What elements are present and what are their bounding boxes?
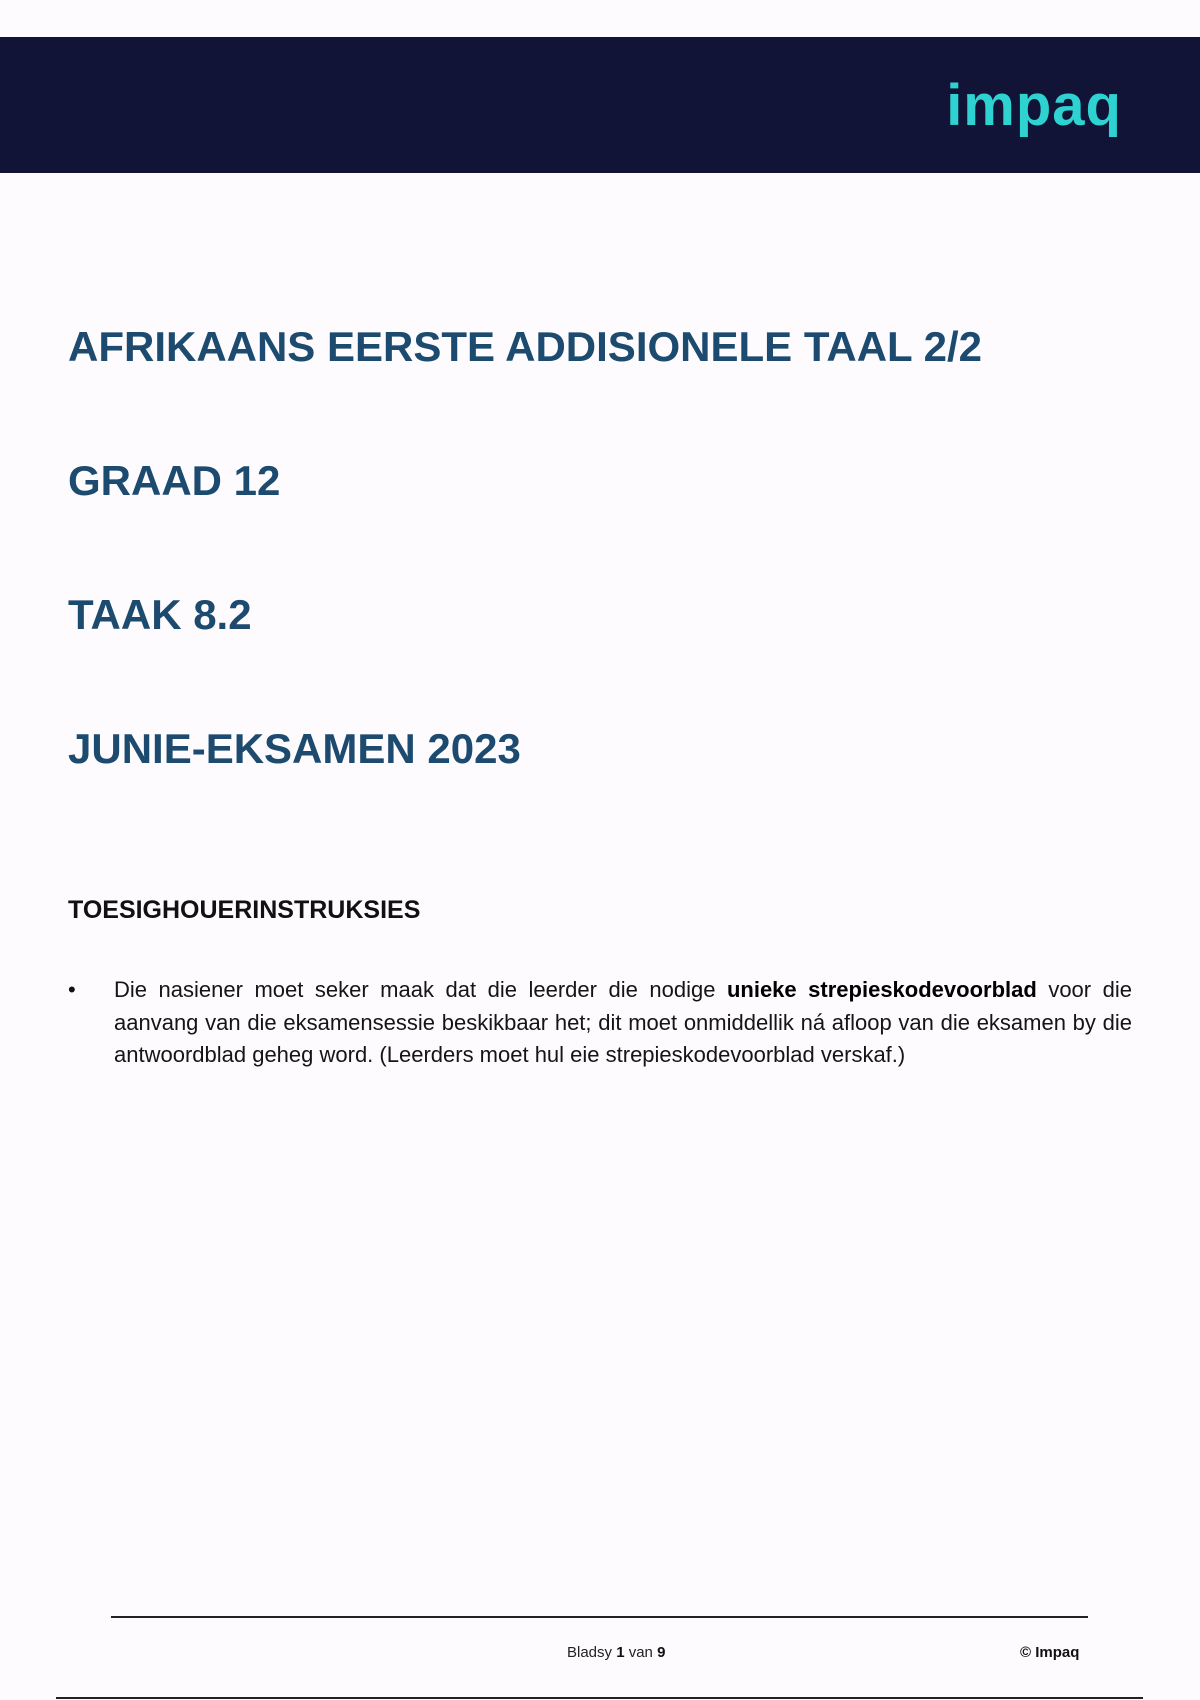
instruction-item <box>68 974 1132 1072</box>
copyright-text: © Impaq <box>1020 1644 1080 1661</box>
footer-divider <box>111 1616 1088 1618</box>
grade-title: GRAAD 12 <box>68 457 281 504</box>
page-of: van <box>628 1644 653 1661</box>
instructions-title: TOESIGHOUERINSTRUKSIES <box>68 896 421 924</box>
page-number <box>567 1644 665 1661</box>
impaq-logo: impaq <box>946 73 1122 138</box>
task-title: TAAK 8.2 <box>68 591 252 638</box>
bullet-icon: • <box>68 977 76 1002</box>
header-banner <box>0 37 1200 173</box>
page-label: Bladsy <box>567 1644 613 1661</box>
instruction-text <box>114 974 1132 1072</box>
instruction-text-bold: unieke strepieskodevoorblad <box>726 977 1037 1002</box>
subject-title: AFRIKAANS EERSTE ADDISIONELE TAAL 2/2 <box>68 323 982 370</box>
instruction-text-start: Die nasiener moet seker maak dat die leerder die nodige <box>114 977 727 1002</box>
bottom-divider <box>56 1697 1143 1699</box>
page-total: 9 <box>657 1644 666 1661</box>
exam-title: JUNIE-EKSAMEN 2023 <box>68 725 521 772</box>
page-current: 1 <box>616 1644 625 1661</box>
instruction-text-end: voor die aanvang van die eksamensessie beskikbaar het; dit moet onmiddellik ná afloop van die eksamen by die antwoordblad geheg word. (Leerders moet hul eie strepieskodevoorblad verskaf.) <box>114 977 1132 1067</box>
